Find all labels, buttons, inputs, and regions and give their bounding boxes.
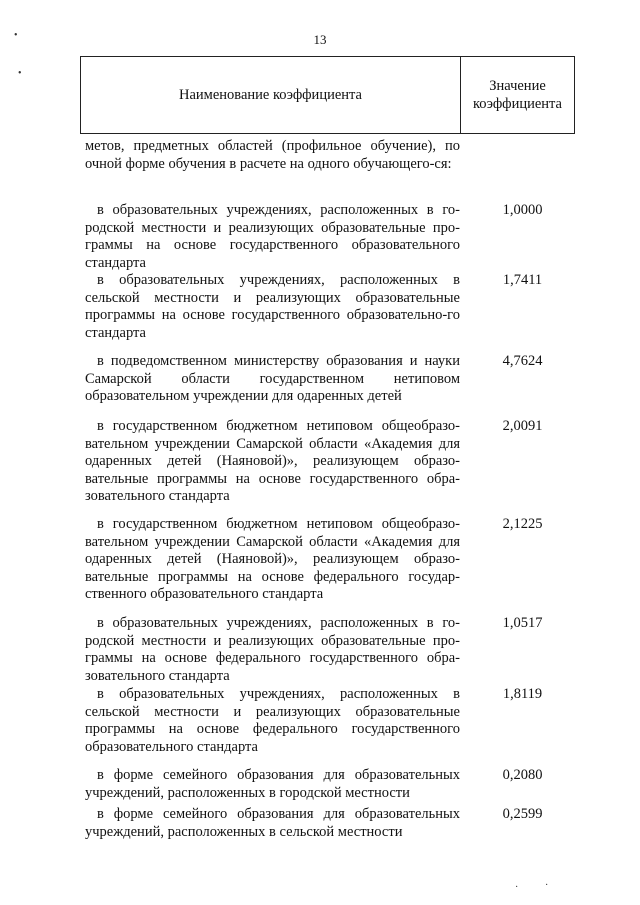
page-number: 13 xyxy=(313,32,327,47)
coefficient-name: в государственном бюджетном нетиповом общеобразо-вательном учреждении Самарской области «Академия для одаренных детей (Наяновой)», реализующем образо-вательные программы на основе государственного обра-зовательного стандарта xyxy=(85,418,460,504)
coefficient-name: в образовательных учреждениях, расположенных в го-родской местности и реализующих образовательные про-граммы на основе федерального государственного обра-зовательного стандарта xyxy=(85,615,460,684)
table-row xyxy=(85,202,575,272)
scan-mark: • xyxy=(18,68,22,79)
scan-mark: • xyxy=(14,30,18,41)
coefficient-value: 1,0000 xyxy=(502,202,543,218)
coefficient-name: в образовательных учреждениях, расположенных в сельской местности и реализующих образовательные программы на основе федерального государственного образовательного стандарта xyxy=(85,686,460,755)
table-row xyxy=(85,615,575,685)
coefficient-value: 4,7624 xyxy=(502,353,543,369)
table-row xyxy=(85,767,575,802)
column-header-name: Наименование коэффициента xyxy=(81,57,461,133)
coefficient-value: 0,2080 xyxy=(502,767,543,783)
coefficient-value: 1,8119 xyxy=(502,686,543,702)
table-row xyxy=(85,418,575,506)
table-row xyxy=(85,272,575,342)
scan-mark: · xyxy=(515,882,519,893)
coefficient-name: в образовательных учреждениях, расположенных в го-родской местности и реализующих образовательные про-граммы на основе государственного образовательного стандарта xyxy=(85,202,460,271)
coefficient-name: метов, предметных областей (профильное обучение), по очной форме обучения в расчете на одного обучающего-ся: xyxy=(85,138,460,172)
table-header xyxy=(80,56,575,134)
coefficient-name: в форме семейного образования для образовательных учреждений, расположенных в сельской местности xyxy=(85,806,460,840)
table-row xyxy=(85,353,575,406)
coefficient-name: в государственном бюджетном нетиповом общеобразо-вательном учреждении Самарской области «Академия для одаренных детей (Наяновой)», реализующем образо-вательные программы на основе федерального государ-ственного образовательного стандарта xyxy=(85,516,460,602)
coefficient-value xyxy=(460,138,575,173)
table-row xyxy=(85,806,575,841)
table-row xyxy=(85,686,575,756)
coefficient-value: 2,0091 xyxy=(502,418,543,434)
coefficient-name: в подведомственном министерству образования и науки Самарской области государственном нетиповом образовательном учреждении для одаренных детей xyxy=(85,353,460,404)
coefficient-value: 1,7411 xyxy=(502,272,543,288)
coefficient-name: в образовательных учреждениях, расположенных в сельской местности и реализующих образовательные программы на основе государственного образовательно-го стандарта xyxy=(85,272,460,341)
coefficient-value: 1,0517 xyxy=(502,615,543,631)
coefficient-value: 0,2599 xyxy=(502,806,543,822)
coefficient-value: 2,1225 xyxy=(502,516,543,532)
table-row xyxy=(85,516,575,604)
coefficient-name: в форме семейного образования для образовательных учреждений, расположенных в городской местности xyxy=(85,767,460,801)
scan-mark: · xyxy=(545,880,549,891)
column-header-value: Значение коэффициента xyxy=(472,78,562,112)
table-row xyxy=(85,138,575,173)
